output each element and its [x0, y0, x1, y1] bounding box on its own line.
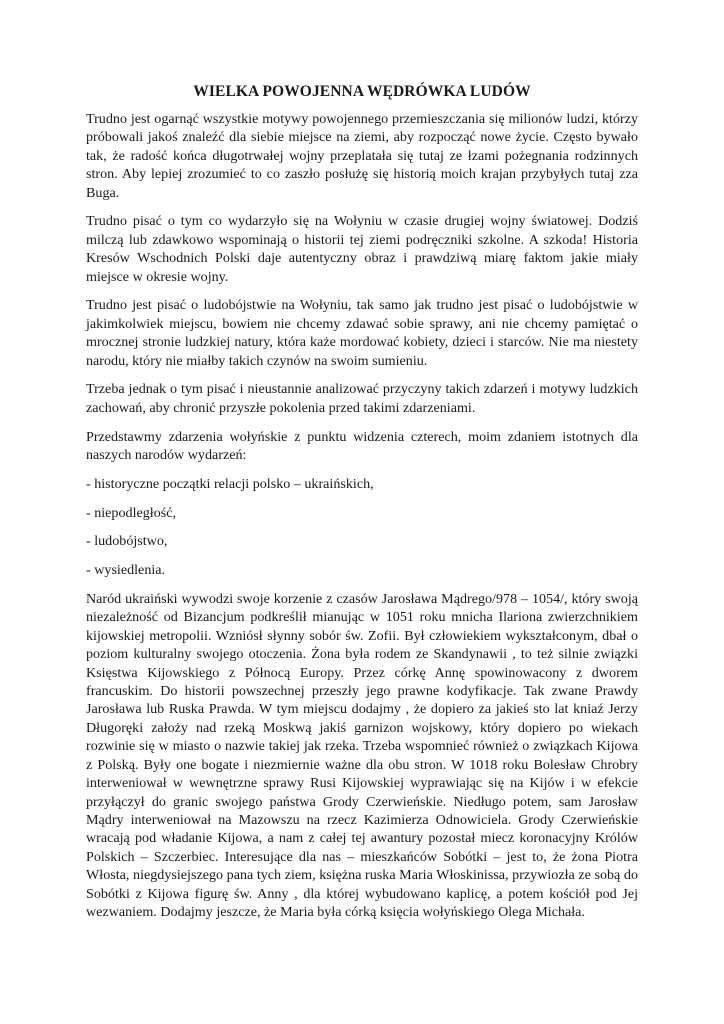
paragraph-intro-1: Trudno jest ogarnąć wszystkie motywy powojennego przemieszczania się milionów ludzi, którzy próbowali jakoś znaleźć dla siebie miejsce na ziemi, aby rozpocząć nowe życie. Często bywało tak, że radość końca długotrwałej wojny przeplatała się tutaj ze łzami pożegnania rodzinnych stron. Aby lepiej zrozumieć to co zaszło posłużę się historią moich krajan przybyłych tutaj zza Buga. — [86, 111, 638, 201]
list-item-3: - ludobójstwo, — [86, 533, 168, 550]
document-title: WIELKA POWOJENNA WĘDRÓWKA LUDÓW — [193, 83, 531, 100]
paragraph-closing: Naród ukraiński wywodzi swoje korzenie z czasów Jarosława Mądrego/978 – 1054/, który swoją niezależność od Bizancjum podkreślił mianując w 1051 roku mnicha Ilariona zwierzchnikiem kijowskiej metropolii. Wzniósł słynny sobór św. Zofii. Był człowiekiem wykształconym, dbał o poziom kulturalny swojego otoczenia. Żona była rodem ze Skandynawii , to też silnie związki Księstwa Kijowskiego z Północą Europy. Przez córkę Annę spowinowacony z dworem francuskim. Do historii powszechnej przeszły jego prawne kodyfikacje. Tak zwane Prawdy Jarosława lub Ruska Prawda. W tym miejscu dodajmy , że dopiero za jakieś sto lat kniaź Jerzy Długoręki założy nad rzeką Moskwą jakiś garnizon wojskowy, który dopiero po wiekach rozwinie się w miasto o nazwie takiej jak rzeka. Trzeba wspomnieć również o związkach Kijowa z Polską. Były one bogate i niezmiernie ważne dla obu stron. W 1018 roku Bolesław Chrobry interweniował w wewnętrzne sprawy Rusi Kijowskiej wyprawiając się na Kijów i w efekcie przyłączył do granic swojego państwa Grody Czerwieńskie. Niedługo potem, sam Jarosław Mądry interweniował na Mazowszu na rzecz Kazimierza Odnowiciela. Grody Czerwieńskie wracają pod władanie Kijowa, a nam z całej tej awantury pozostał miecz koronacyjny Królów Polskich – Szczerbiec. Interesujące dla nas – mieszkańców Sobótki – jest to, że żona Piotra Włosta, niegdysiejszego pana tych ziem, księżna ruska Maria Włoskinissa, przywiozła ze sobą do Sobótki z Kijowa figurę św. Anny , dla której wybudowano kaplicę, a potem kościół pod Jej wezwaniem. Dodajmy jeszcze, że Maria była córką księcia wołyńskiego Olega Michała. — [86, 591, 638, 920]
paragraph-intro-2: Trudno pisać o tym co wydarzyło się na Wołyniu w czasie drugiej wojny światowej. Dodziś milczą lub zdawkowo wspominają o historii tej ziemi podręczniki szkolne. A szkoda! Historia Kresów Wschodnich Polski daje autentyczny obraz i prawdziwą miarę faktom jakie miały miejsce w okresie wojny. — [86, 213, 638, 285]
paragraph-intro-5: Przedstawmy zdarzenia wołyńskie z punktu widzenia czterech, moim zdaniem istotnych dla naszych narodów wydarzeń: — [86, 428, 638, 464]
document-page — [86, 82, 638, 932]
list-item-2: - niepodległość, — [86, 504, 177, 521]
paragraph-intro-4: Trzeba jednak o tym pisać i nieustannie analizować przyczyny takich zdarzeń i motywy ludzkich zachowań, aby chronić przyszłe pokolenia przed takimi zdarzeniami. — [86, 381, 638, 416]
list-item-4: - wysiedlenia. — [86, 562, 166, 579]
list-item-1: - historyczne początki relacji polsko – ukraińskich, — [86, 475, 374, 492]
paragraph-intro-3: Trudno jest pisać o ludobójstwie na Wołyniu, tak samo jak trudno jest pisać o ludobójstwie w jakimkolwiek miejscu, bowiem nie chcemy zdawać sobie sprawy, ani nie chcemy pamiętać o mrocznej stronie ludzkiej natury, która każe mordować kobiety, dzieci i starców. Nie ma niestety narodu, który nie miałby takich czynów na swoim sumieniu. — [86, 297, 638, 369]
